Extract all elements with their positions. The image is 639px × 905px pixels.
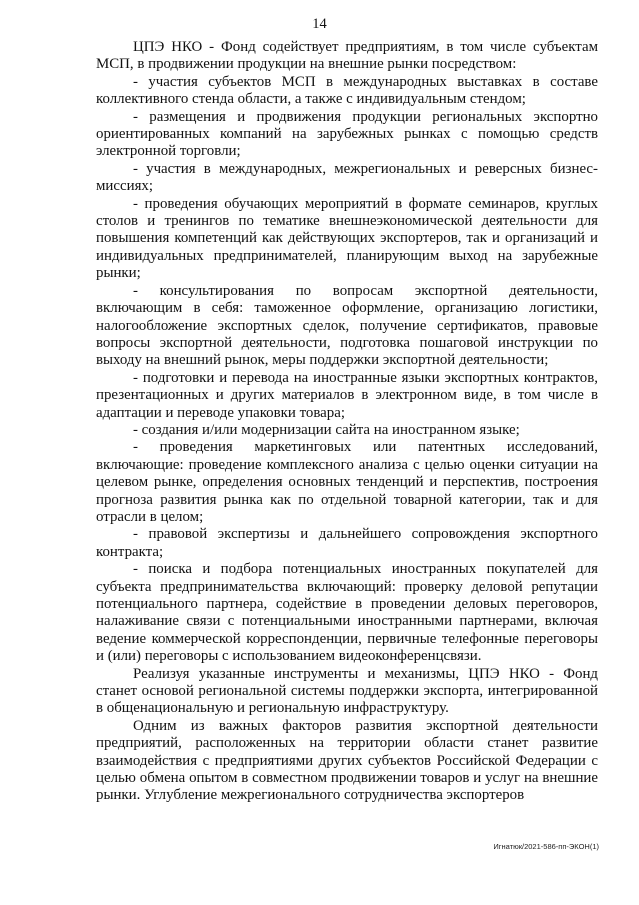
paragraph: Реализуя указанные инструменты и механизмы, ЦПЭ НКО - Фонд станет основой региональной системы поддержки экспорта, интегрированной в общенациональную и региональную инфраструктуру. [96, 665, 598, 717]
list-item-consulting: - консультирования по вопросам экспортной деятельности, включающим в себя: таможенное оформление, организацию логистики, налогообложение экспортных сделок, получение сертификатов, правовые вопросы экспортной деятельности, подготовка пошаговой инструкции по выходу на внешний рынок, меры поддержки экспортной деятельности; [96, 282, 598, 369]
paragraph: ЦПЭ НКО - Фонд содействует предприятиям, в том числе субъектам МСП, в продвижении продукции на внешние рынки посредством: [96, 39, 598, 73]
list-item-legal: - правовой экспертизы и дальнейшего сопровождения экспортного контракта; [96, 526, 598, 560]
list-item-e-commerce: - размещения и продвижения продукции региональных экспортно ориентированных компаний на зарубежных рынках с помощью средств электронной торговли; [96, 108, 598, 160]
list-item-research: - проведения маркетинговых или патентных исследований, включающие: проведение комплексного анализа с целью оценки ситуации на целевом рынке, определения основных тенденций и перспектив, построения прогноза развития рынка как по отдельной товарной категории, так и для отрасли в целом; [96, 439, 598, 525]
list-item-buyer-search: - поиска и подбора потенциальных иностранных покупателей для субъекта предпринимательства включающий: проверку деловой репутации потенциального партнера, содействие в проведении деловых переговоров, налаживание связи с потенциальными иностранными партнерами, включая ведение коммерческой корреспонденции, первичные телефонные переговоры и (или) переговоры с использованием видеоконференцсвязи. [96, 561, 598, 665]
paragraph: Одним из важных факторов развития экспортной деятельности предприятий, расположенных на территории области станет развитие взаимодействия с предприятиями других субъектов Российской Федерации с целью обмена опытом в совместном продвижении товаров и услуг на внешние рынки. Углубление межрегионального сотрудничества экспортеров [96, 717, 598, 804]
page-number: 14 [312, 16, 327, 32]
list-item-website: - создания и/или модернизации сайта на иностранном языке; [133, 421, 520, 438]
list-item-exhibitions: - участия субъектов МСП в международных выставках в составе коллективного стенда области, а также с индивидуальным стендом; [96, 73, 598, 108]
list-item-business-missions: - участия в международных, межрегиональных и реверсных бизнес-миссиях; [96, 160, 598, 195]
list-item-training: - проведения обучающих мероприятий в формате семинаров, круглых столов и тренингов по тематике внешнеэкономической деятельности для повышения компетенций как действующих экспортеров, так и организаций и индивидуальных предпринимателей, планирующим выход на зарубежные рынки; [96, 195, 598, 282]
list-item-translation: - подготовки и перевода на иностранные языки экспортных контрактов, презентационных и других материалов в электронном виде, в том числе в адаптации и переводе упаковки товара; [96, 369, 598, 421]
body-text [96, 39, 598, 805]
document-code: Игнатюк/2021-586-пп-ЭКОН(1) [493, 842, 599, 851]
